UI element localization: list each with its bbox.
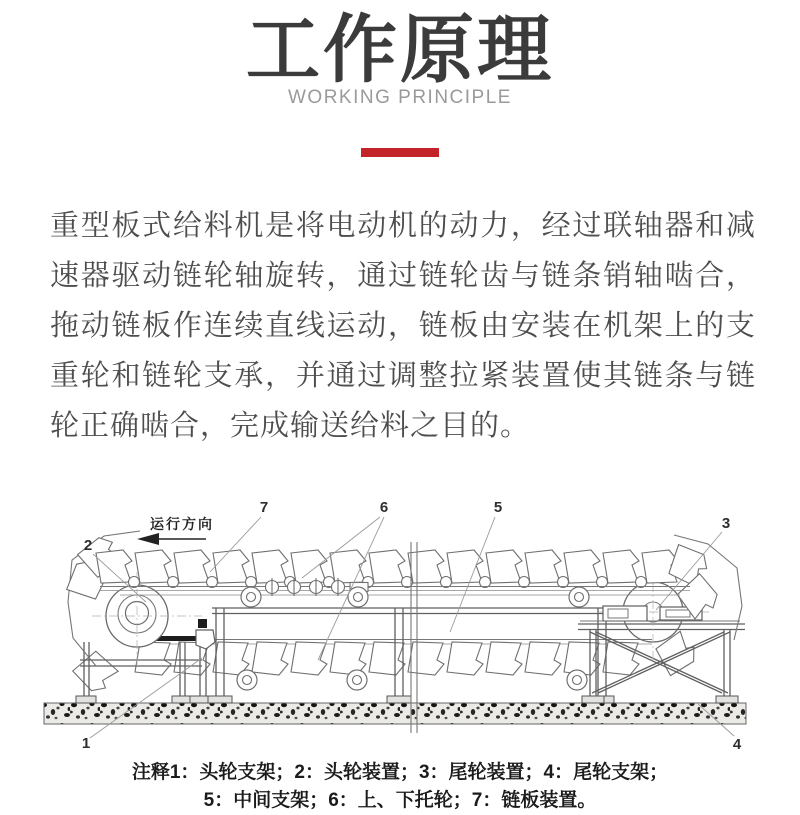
arrowhead-left-icon [137,533,159,545]
ground-hatch [44,703,746,724]
part-label-4: 4 [732,736,742,753]
part-label-3: 3 [721,515,731,532]
part-label-5: 5 [493,499,503,516]
caption-line-1: 注释1：头轮支架；2：头轮装置；3：尾轮装置；4：尾轮支架； [131,762,669,783]
page-title: 工作原理 [246,8,554,91]
lower-support-roller [347,670,367,690]
part-label-2: 2 [83,537,93,554]
part-label-6: 6 [379,499,389,516]
running-direction-label: 运行方向 [150,516,214,532]
plate-feeder-diagram [40,490,760,756]
upper-support-roller [241,587,261,607]
lower-support-roller [237,670,257,690]
plate-feeder-schematic [40,490,760,756]
tail-wheel-stand [578,624,745,703]
part-label-7: 7 [259,499,269,516]
caption-line-2: 5：中间支架；6：上、下托轮；7：链板装置。 [203,790,597,811]
accent-divider [361,148,439,157]
working-principle-paragraph: 重型板式给料机是将电动机的动力，经过联轴器和减速器驱动链轮轴旋转，通过链轮齿与链条销轴啮合，拖动链板作连续直线运动，链板由安装在机架上的支重轮和链轮支承，并通过调整拉紧装置使其链条与链轮正确啮合，完成输送给料之目的。 [50,210,756,442]
upper-support-roller [569,587,589,607]
page-subtitle: WORKING PRINCIPLE [288,87,512,108]
lower-support-roller [567,670,587,690]
diagram-caption [0,759,800,815]
running-direction-arrow [137,516,214,545]
tension-device [580,606,740,621]
part-label-1: 1 [81,735,91,752]
upper-support-roller [348,587,368,607]
